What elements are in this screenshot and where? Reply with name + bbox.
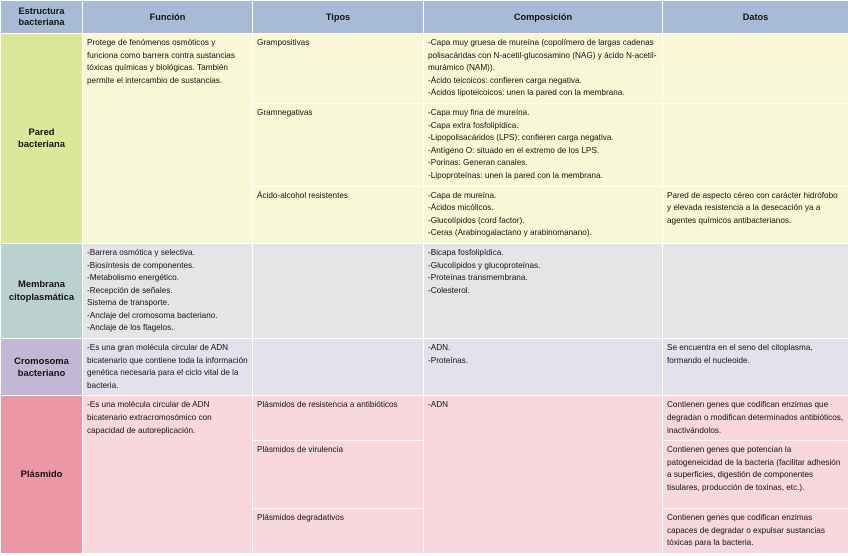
cell-line: -Ácidos lipoteicoicos: unen la pared con la membrana. [428,88,625,98]
cell-line: -Recepción de señales. [87,285,173,295]
table-row [1,34,848,104]
cell-line: Contienen genes que codifican enzimas que degradan o modifican determinados antibióticos, inactivándolos. [667,400,846,435]
datos-cell [663,396,848,441]
structure-name-cromosoma: Cromosoma bacteriano [1,339,83,396]
cell-line: -Glucolípidos (cord factor). [428,215,525,225]
cell-line: -ADN. [428,343,451,353]
cell-line: Pared de aspecto céreo con carácter hidrófobo y elevada resistencia a la desecación ya a agentes químicos antibacterianos. [667,190,840,225]
datos-cell [663,243,848,338]
cell-line: -Biosíntesis de componentes. [87,260,195,270]
tipo-cell: Grampositivas [253,34,424,104]
tipo-cell: Gramnegativas [253,103,424,186]
datos-cell [663,339,848,396]
funcion-cell [83,243,253,338]
cell-line: -Capa extra fosfolipídica. [428,120,519,130]
cell-line: -Antígeno O: situado en el extremo de los LPS. [428,145,600,155]
tipo-cell: Ácido-alcohol resistentes [253,186,424,243]
composicion-cell [424,34,663,104]
cell-line: -Porinas: Generan canales. [428,158,528,168]
cell-line: Protege de fenómenos osmóticos y funciona como barrera contra sustancias tóxicas químicas y biológicas. También permite el intercambio de sustancias. [87,38,238,85]
tipo-cell: Plásmidos de resistencia a antibióticos [253,396,424,441]
cell-line: -Proteínas. [428,355,469,365]
cell-line: -Ácido teicoicos: confieren carga negativa. [428,75,582,85]
funcion-cell [83,396,253,554]
cell-line: -Lipoproteínas: unen la pared con la membrana. [428,170,603,180]
header-composicion: Composición [424,1,663,34]
cell-line: -Metabolismo energético. [87,273,179,283]
cell-line: -Capa de mureína. [428,190,497,200]
composicion-cell [424,339,663,396]
header-estructura: Estructura bacteriana [1,1,83,34]
cell-line: -Colesterol. [428,285,470,295]
cell-line: Se encuentra en el seno del citoplasma, formando el nucleoide. [667,343,815,365]
funcion-cell [83,34,253,244]
funcion-cell [83,339,253,396]
tipo-cell [253,339,424,396]
tipo-cell [253,243,424,338]
cell-line: -Ceras (Arabinogalactano y arabinomanano). [428,228,592,238]
datos-cell [663,186,848,243]
composicion-cell [424,396,663,554]
composicion-cell [424,243,663,338]
cell-line: -Bicapa fosfolipídica. [428,247,504,257]
cell-line: -Ácidos micólicos. [428,203,494,213]
tipo-cell: Plásmidos degradativos [253,509,424,554]
cell-line: -Es una molécula circular de ADN bicatenario extracromosómico con capacidad de autoreplicación. [87,400,214,435]
cell-line: -ADN [428,400,449,410]
structure-name-membrana: Membrana citoplasmática [1,243,83,338]
cell-line: -Anclaje del cromosoma bacteriano. [87,310,218,320]
header-datos: Datos [663,1,848,34]
table-row [1,396,848,441]
tipo-cell: Plásmidos de virulencia [253,441,424,509]
cell-line: Contienen genes que codifican enzimas capaces de degradar o expulsar sustancias tóxicas para la bacteria. [667,513,828,548]
table-row [1,243,848,338]
header-row [1,1,848,34]
structure-name-pared: Pared bacteriana [1,34,83,244]
structure-name-plasmido: Plásmido [1,396,83,554]
composicion-cell [424,186,663,243]
cell-line: -Glucolípidos y glucoproteínas. [428,260,541,270]
cell-line: -Proteínas transmembrana. [428,273,528,283]
cell-line: Sistema de transporte. [87,298,170,308]
composicion-cell [424,103,663,186]
cell-line: -Anclaje de los flagelos. [87,323,174,333]
table-row [1,339,848,396]
cell-line: -Es una gran molécula circular de ADN bicatenario que contiene toda la información genética necesaria para el ciclo vital de la bacteria. [87,343,250,390]
datos-cell [663,441,848,509]
cell-line: -Lipopolisacáridos (LPS): confieren carga negativa. [428,133,614,143]
datos-cell [663,103,848,186]
datos-cell [663,34,848,104]
header-tipos: Tipos [253,1,424,34]
cell-line: -Capa muy fina de mureína. [428,107,530,117]
cell-line: Contienen genes que potencian la patogeneicidad de la bacteria (facilitar adhesión a superficies, digestión de componentes tisulares, producción de toxinas, etc.). [667,445,843,492]
cell-line: -Barrera osmótica y selectiva. [87,247,195,257]
cell-line: -Capa muy gruesa de mureína (copolímero de largas cadenas polisacáridas con N-acetil-glucosamino (NAG) y ácido N-acetil-murámico (NAM)). [428,38,657,73]
header-funcion: Función [83,1,253,34]
datos-cell [663,509,848,554]
